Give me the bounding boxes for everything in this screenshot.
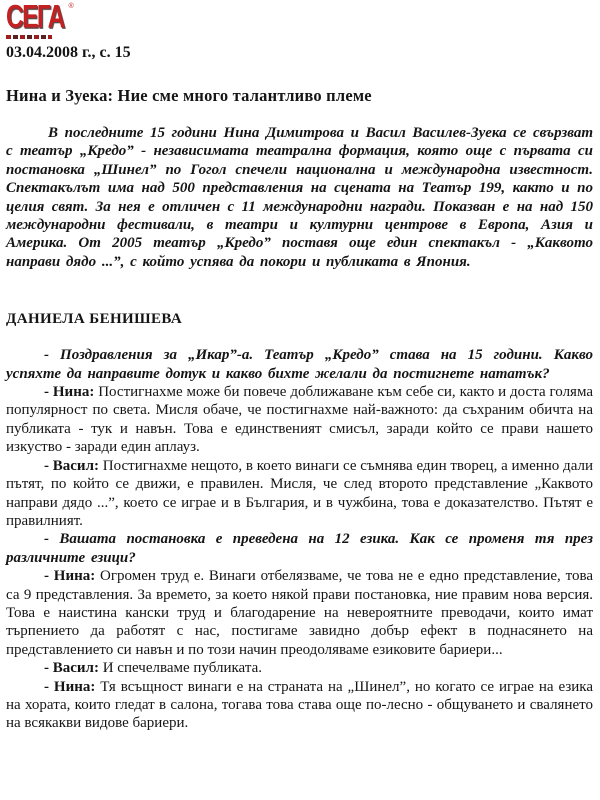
dateline: 03.04.2008 г., с. 15	[6, 44, 131, 61]
interview-answer: - Васил: И спечелваме публиката.	[44, 660, 262, 677]
speaker-name: - Нина:	[44, 678, 96, 695]
interview-question: - Вашата постановка е преведена на 12 езика. Как се променя тя през различните езици?	[6, 531, 593, 566]
sega-newspaper-logo	[6, 0, 82, 39]
speaker-name: - Васил:	[44, 660, 99, 677]
masthead	[6, 0, 593, 61]
registered-trademark-icon: ®	[68, 3, 74, 10]
speaker-name: - Нина:	[44, 568, 96, 585]
interview-qa-section	[6, 346, 593, 733]
logo-dashed-rule	[6, 35, 52, 39]
interview-question: - Поздравления за „Икар”-а. Театър „Кредо” става на 15 години. Какво успяхте да направите дотук и какво бихте желали да постигнете нататък?	[6, 347, 593, 382]
article-title: Нина и Зуека: Ние сме много талантливо племе	[6, 86, 372, 105]
interview-answer: - Нина: Тя всъщност винаги е на страната на „Шинел”, но когато се играе на езика на хората, които гледат в салона, тогава това става още по-лесно - общуването и свалянето на всякакви видове бариери.	[6, 678, 593, 732]
article-intro-paragraph: В последните 15 години Нина Димитрова и Васил Василев-Зуека се свързват с театър „Кредо” - независимата театрална формация, която още с първата си постановка „Шинел” по Гогол спечели национална и международна известност. Спектакълът има над 500 представления на сцената на Театър 199, както и по целия свят. За нея е отличен с 11 международни награди. Показван е на над 150 международни фестивали, в театри и културни центрове в Европа, Азия и Америка. От 2005 театър „Кредо” поставя още един спектакъл - „Каквото направи дядо ...”, с който успява да покори и публиката в Япония.	[6, 125, 593, 270]
sega-logo-text: СЕГА	[6, 0, 64, 36]
speaker-name: - Нина:	[44, 384, 95, 401]
interview-answer: - Нина: Огромен труд е. Винаги отбелязваме, че това не е едно представление, това са 9 представления. За времето, за което някой прави постановка, ние правим нова версия. Това е наистина кански труд и благодарение на невероятните преводачи, които имат търпението да работят с нас, постигаме завидно добър ефект в поднасянето на представлението си навън и по този начин преодоляваме езиковите бариери...	[6, 568, 593, 658]
interview-answer: - Васил: Постигнахме нещото, в което винаги се съмнява един творец, а именно дали пътят, по който се движи, е правилен. Мисля, че след второто представление „Каквото направи дядо ...”, което се играе и в България, и в чужбина, това е доказателство. Пътят е правилният.	[6, 457, 593, 529]
speaker-name: - Васил:	[44, 457, 99, 474]
author-byline: ДАНИЕЛА БЕНИШЕВА	[6, 311, 183, 328]
interview-answer: - Нина: Постигнахме може би повече доближаване към себе си, както и доста голяма популярност по света. Мисля обаче, че постигнахме най-важното: да съхраним обичта на публиката - тук и навън. Това е единственият смисъл, заради който се прави нашето изкуство - заради един аплауз.	[6, 384, 593, 456]
